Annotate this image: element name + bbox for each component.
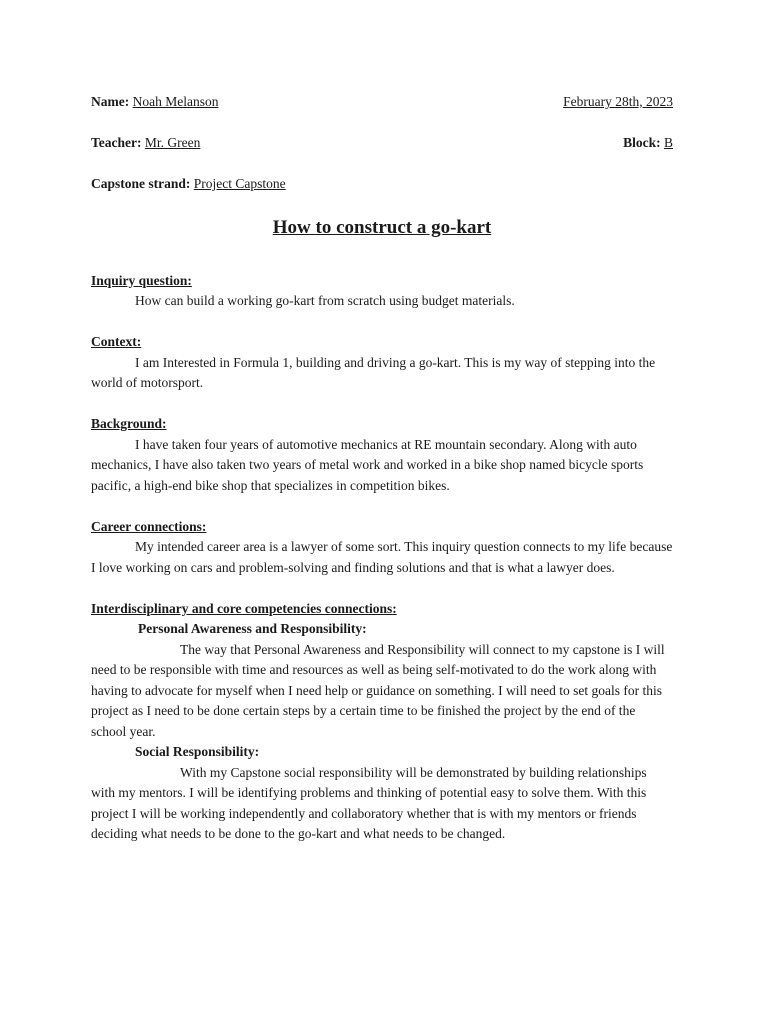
context-heading: Context: [91,334,142,349]
teacher-field [91,133,200,154]
inquiry-text: How can build a working go-kart from scratch using budget materials. [135,293,515,308]
career-text: My intended career area is a lawyer of some sort. This inquiry question connects to my life because I love working on cars and problem-solving and finding solutions and that is what a lawyer does. [91,539,673,575]
block-field [623,133,673,154]
inquiry-heading: Inquiry question: [91,272,192,288]
background-section [91,414,673,496]
personal-awareness-heading: Personal Awareness and Responsibility: [138,621,367,636]
document-title: How to construct a go-kart [272,216,492,238]
block-value: B [663,135,673,150]
strand-row [91,174,673,195]
strand-field [91,174,286,195]
career-heading: Career connections: [91,518,207,534]
teacher-label: Teacher: [91,135,142,150]
name-label: Name: [91,94,130,109]
strand-value: Project Capstone [193,176,286,191]
block-label: Block: [623,135,661,150]
career-section [91,517,673,579]
personal-awareness-text: The way that Personal Awareness and Responsibility will connect to my capstone is I will need to be responsible with time and resources as well as being self-motivated to do the work along with having to advocate for myself when I need help or guidance on something. I will need to set goals for this project as I need to be done certain steps by a certain time to be finished the project by the end of the school year. [91,641,665,739]
background-text: I have taken four years of automotive mechanics at RE mountain secondary. Along with auto mechanics, I have also taken two years of metal work and worked in a bike shop named bicycle sports pacific, a high-end bike shop that specializes in competition bikes. [91,436,644,493]
context-section [91,332,673,394]
inquiry-section [91,271,673,312]
name-date-row [91,92,673,113]
document-page [91,92,673,845]
background-heading: Background: [91,416,167,431]
strand-label: Capstone strand: [91,176,191,191]
teacher-value: Mr. Green [144,135,201,150]
date-value: February 28th, 2023 [563,94,673,109]
context-text: I am Interested in Formula 1, building and driving a go-kart. This is my way of stepping into the world of motorsport. [91,354,656,390]
name-field [91,92,218,113]
social-responsibility-heading: Social Responsibility: [135,744,260,759]
teacher-block-row [91,133,673,154]
name-value: Noah Melanson [132,94,219,109]
competencies-section [91,599,673,845]
social-responsibility-text: With my Capstone social responsibility will be demonstrated by building relationships with my mentors. I will be identifying problems and thinking of potential easy to solve them. With this project I will be working independently and collaboratory whether that is with my mentors or friends deciding what needs to be done to the go-kart and what needs to be changed. [91,764,647,841]
competencies-heading: Interdisciplinary and core competencies connections: [91,600,397,616]
